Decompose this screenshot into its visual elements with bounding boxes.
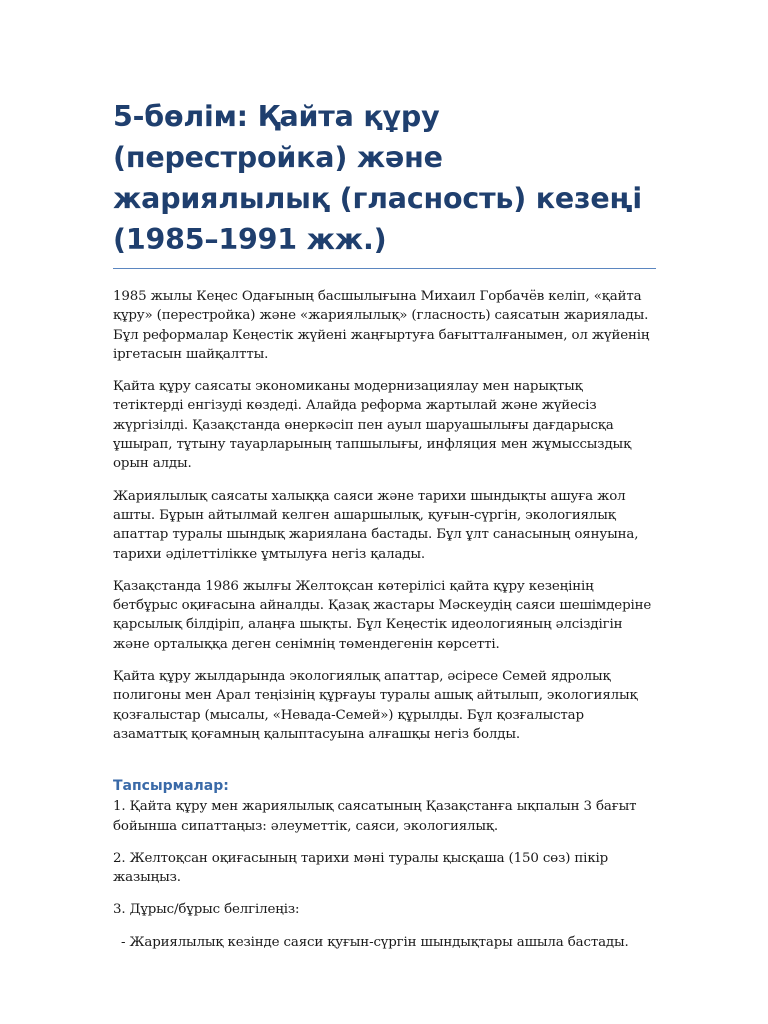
section-title: 5-бөлім: Қайта құру (перестройка) және жариялылық (гласность) кезеңі (1985–1991 жж.) — [113, 96, 656, 269]
paragraph-ecology: Қайта құру жылдарында экологиялық апаттар, әсіресе Семей ядролық полигоны мен Арал теңізінің құрғауы туралы ашық айтылып, экологиялық қозғалыстар (мысалы, «Невада-Семей») құрылды. Бұл қозғалыстар азаматтық қоғамның қалыптасуына алғашқы негіз болды. — [113, 669, 638, 742]
paragraph-economy: Қайта құру саясаты экономиканы модернизациялау мен нарықтық тетіктерді енгізуді көздеді. Алайда реформа жартылай және жүйесіз жүргізілді. Қазақстанда өнеркәсіп пен ауыл шаруашылығы дағдарысқа ұшырап, тұтыну тауарларының тапшылығы, инфляция мен жұмыссыздық орын алды. — [113, 379, 632, 472]
paragraph-glasnost: Жариялылық саясаты халыққа саяси және тарихи шындықты ашуға жол ашты. Бұрын айтылмай келген ашаршылық, қуғын-сүргін, экологиялық апаттар туралы шындық жариялана бастады. Бұл ұлт санасының оянуына, тарихи әділеттілікке ұмтылуға негіз қалады. — [113, 488, 639, 562]
paragraph-intro: 1985 жылы Кеңес Одағының басшылығына Михаил Горбачёв келіп, «қайта құру» (перестройка) және «жариялылық» (гласность) саясатын жариялады. Бұл реформалар Кеңестік жүйені жаңғыртуға бағытталғанымен, ол жүйенің іргетасын шайқалтты. — [113, 289, 650, 362]
task-item-3: 3. Дұрыс/бұрыс белгілеңіз: — [113, 902, 300, 918]
task-item-1: 1. Қайта құру мен жариялылық саясатының Қазақстанға ықпалын 3 бағыт бойынша сипаттаңыз: әлеуметтік, саяси, экологиялық. — [113, 799, 637, 834]
document-page — [113, 96, 656, 952]
document-body — [113, 287, 656, 952]
tasks-heading: Тапсырмалар: — [113, 778, 229, 795]
task-item-2: 2. Желтоқсан оқиғасының тарихи мәні туралы қысқаша (150 сөз) пікір жазыңыз. — [113, 850, 609, 886]
task-subitem: - Жариялылық кезінде саяси қуғын-сүргін шындықтары ашыла бастады. — [121, 934, 629, 950]
paragraph-december-events: Қазақстанда 1986 жылғы Желтоқсан көтерілісі қайта құру кезеңінің бетбұрыс оқиғасына айналды. Қазақ жастары Мәскеудің саяси шешімдеріне қарсылық білдіріп, алаңға шықты. Бұл Кеңестік идеологияның әлсіздігін және орталыққа деген сенімнің төмендегенін көрсетті. — [113, 578, 652, 652]
